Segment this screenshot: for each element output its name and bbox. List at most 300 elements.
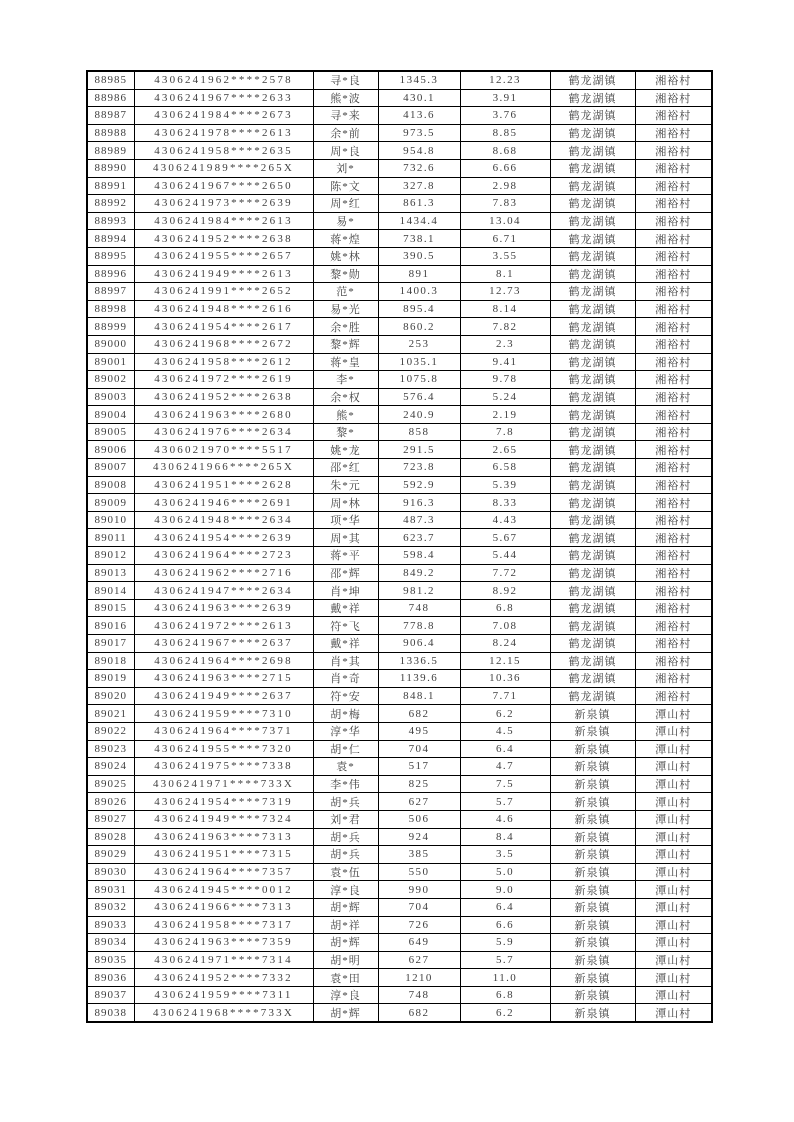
cell-secondary-amount: 6.66: [460, 159, 550, 177]
cell-record-no: 88989: [87, 142, 134, 160]
table-row: [87, 775, 712, 793]
table-row: [87, 547, 712, 565]
cell-secondary-amount: 8.92: [460, 582, 550, 600]
cell-id-number: 4306241975****7338: [134, 758, 313, 776]
cell-record-no: 88995: [87, 247, 134, 265]
cell-village: 湘裕村: [635, 687, 712, 705]
cell-town: 鹤龙湖镇: [550, 652, 635, 670]
table-row: [87, 529, 712, 547]
cell-record-no: 89010: [87, 511, 134, 529]
cell-town: 新泉镇: [550, 775, 635, 793]
cell-secondary-amount: 3.76: [460, 107, 550, 125]
cell-id-number: 4306241947****2634: [134, 582, 313, 600]
cell-record-no: 89018: [87, 652, 134, 670]
cell-name: 朱*元: [313, 476, 378, 494]
cell-town: 鹤龙湖镇: [550, 635, 635, 653]
cell-amount: 649: [378, 934, 460, 952]
cell-town: 鹤龙湖镇: [550, 547, 635, 565]
table-row: [87, 511, 712, 529]
cell-village: 湘裕村: [635, 652, 712, 670]
cell-name: 戴*祥: [313, 599, 378, 617]
table-row: [87, 793, 712, 811]
cell-amount: 704: [378, 740, 460, 758]
cell-town: 鹤龙湖镇: [550, 247, 635, 265]
cell-village: 潭山村: [635, 951, 712, 969]
cell-name: 寻*来: [313, 107, 378, 125]
table-row: [87, 898, 712, 916]
cell-secondary-amount: 5.24: [460, 388, 550, 406]
cell-village: 潭山村: [635, 828, 712, 846]
cell-id-number: 4306241954****2617: [134, 318, 313, 336]
table-row: [87, 969, 712, 987]
cell-name: 余*前: [313, 124, 378, 142]
cell-id-number: 4306241963****2715: [134, 670, 313, 688]
cell-amount: 891: [378, 265, 460, 283]
cell-record-no: 88998: [87, 300, 134, 318]
table-row: [87, 494, 712, 512]
cell-name: 邵*辉: [313, 564, 378, 582]
cell-name: 袁*伍: [313, 863, 378, 881]
cell-village: 湘裕村: [635, 371, 712, 389]
cell-town: 新泉镇: [550, 758, 635, 776]
cell-record-no: 89005: [87, 423, 134, 441]
cell-name: 胡*辉: [313, 1004, 378, 1022]
table-row: [87, 230, 712, 248]
cell-record-no: 89027: [87, 810, 134, 828]
cell-village: 湘裕村: [635, 494, 712, 512]
cell-name: 易*: [313, 212, 378, 230]
cell-id-number: 4306241963****2639: [134, 599, 313, 617]
cell-name: 周*林: [313, 494, 378, 512]
cell-village: 湘裕村: [635, 476, 712, 494]
cell-amount: 506: [378, 810, 460, 828]
cell-village: 潭山村: [635, 740, 712, 758]
cell-amount: 390.5: [378, 247, 460, 265]
cell-secondary-amount: 9.78: [460, 371, 550, 389]
cell-town: 鹤龙湖镇: [550, 511, 635, 529]
cell-amount: 430.1: [378, 89, 460, 107]
cell-amount: 860.2: [378, 318, 460, 336]
cell-name: 蒋*平: [313, 547, 378, 565]
cell-name: 熊*: [313, 406, 378, 424]
cell-village: 潭山村: [635, 810, 712, 828]
cell-secondary-amount: 5.67: [460, 529, 550, 547]
cell-amount: 778.8: [378, 617, 460, 635]
table-row: [87, 722, 712, 740]
cell-name: 刘*: [313, 159, 378, 177]
cell-town: 新泉镇: [550, 969, 635, 987]
cell-id-number: 4306241948****2634: [134, 511, 313, 529]
table-row: [87, 582, 712, 600]
cell-town: 新泉镇: [550, 951, 635, 969]
cell-village: 湘裕村: [635, 441, 712, 459]
cell-name: 淳*华: [313, 722, 378, 740]
cell-village: 潭山村: [635, 846, 712, 864]
cell-id-number: 4306241984****2613: [134, 212, 313, 230]
cell-record-no: 89003: [87, 388, 134, 406]
cell-name: 淳*良: [313, 881, 378, 899]
cell-amount: 849.2: [378, 564, 460, 582]
table-row: [87, 71, 712, 89]
cell-name: 袁*: [313, 758, 378, 776]
cell-secondary-amount: 6.8: [460, 599, 550, 617]
cell-secondary-amount: 12.73: [460, 283, 550, 301]
cell-id-number: 4306241963****7313: [134, 828, 313, 846]
cell-record-no: 88987: [87, 107, 134, 125]
cell-secondary-amount: 4.5: [460, 722, 550, 740]
cell-record-no: 89035: [87, 951, 134, 969]
cell-record-no: 89006: [87, 441, 134, 459]
cell-village: 湘裕村: [635, 195, 712, 213]
cell-id-number: 4306241963****7359: [134, 934, 313, 952]
beneficiary-table: [86, 70, 713, 1023]
cell-record-no: 89013: [87, 564, 134, 582]
cell-secondary-amount: 6.58: [460, 459, 550, 477]
cell-secondary-amount: 3.5: [460, 846, 550, 864]
cell-secondary-amount: 13.04: [460, 212, 550, 230]
cell-secondary-amount: 11.0: [460, 969, 550, 987]
cell-id-number: 4306241984****2673: [134, 107, 313, 125]
cell-town: 鹤龙湖镇: [550, 107, 635, 125]
cell-amount: 240.9: [378, 406, 460, 424]
cell-amount: 858: [378, 423, 460, 441]
cell-amount: 327.8: [378, 177, 460, 195]
cell-village: 湘裕村: [635, 423, 712, 441]
cell-id-number: 4306241972****2619: [134, 371, 313, 389]
cell-amount: 1336.5: [378, 652, 460, 670]
cell-name: 姚*龙: [313, 441, 378, 459]
cell-id-number: 4306241962****2716: [134, 564, 313, 582]
cell-id-number: 4306241968****733X: [134, 1004, 313, 1022]
table-row: [87, 758, 712, 776]
cell-secondary-amount: 2.3: [460, 335, 550, 353]
cell-town: 鹤龙湖镇: [550, 670, 635, 688]
cell-amount: 1210: [378, 969, 460, 987]
cell-amount: 592.9: [378, 476, 460, 494]
cell-record-no: 89033: [87, 916, 134, 934]
table-row: [87, 406, 712, 424]
cell-id-number: 4306241989****265X: [134, 159, 313, 177]
cell-name: 余*权: [313, 388, 378, 406]
cell-name: 周*红: [313, 195, 378, 213]
cell-village: 湘裕村: [635, 459, 712, 477]
cell-town: 鹤龙湖镇: [550, 406, 635, 424]
cell-record-no: 88988: [87, 124, 134, 142]
cell-amount: 517: [378, 758, 460, 776]
cell-name: 熊*波: [313, 89, 378, 107]
cell-id-number: 4306241967****2637: [134, 635, 313, 653]
cell-name: 姚*林: [313, 247, 378, 265]
cell-town: 鹤龙湖镇: [550, 371, 635, 389]
cell-amount: 682: [378, 705, 460, 723]
cell-amount: 385: [378, 846, 460, 864]
cell-record-no: 89009: [87, 494, 134, 512]
cell-id-number: 4306241949****2613: [134, 265, 313, 283]
cell-village: 潭山村: [635, 898, 712, 916]
table-row: [87, 107, 712, 125]
cell-amount: 550: [378, 863, 460, 881]
cell-record-no: 89030: [87, 863, 134, 881]
table-row: [87, 335, 712, 353]
table-row: [87, 318, 712, 336]
cell-town: 新泉镇: [550, 1004, 635, 1022]
cell-record-no: 89017: [87, 635, 134, 653]
cell-secondary-amount: 7.08: [460, 617, 550, 635]
cell-amount: 748: [378, 986, 460, 1004]
cell-town: 鹤龙湖镇: [550, 195, 635, 213]
cell-name: 胡*辉: [313, 934, 378, 952]
cell-id-number: 4306241966****7313: [134, 898, 313, 916]
cell-id-number: 4306241958****7317: [134, 916, 313, 934]
cell-secondary-amount: 4.7: [460, 758, 550, 776]
cell-name: 肖*奇: [313, 670, 378, 688]
cell-amount: 848.1: [378, 687, 460, 705]
cell-amount: 1035.1: [378, 353, 460, 371]
cell-village: 湘裕村: [635, 89, 712, 107]
cell-town: 鹤龙湖镇: [550, 582, 635, 600]
table-row: [87, 916, 712, 934]
cell-town: 鹤龙湖镇: [550, 177, 635, 195]
cell-id-number: 4306241954****2639: [134, 529, 313, 547]
cell-secondary-amount: 7.72: [460, 564, 550, 582]
cell-village: 潭山村: [635, 705, 712, 723]
cell-name: 淳*良: [313, 986, 378, 1004]
cell-town: 新泉镇: [550, 986, 635, 1004]
cell-id-number: 4306241991****2652: [134, 283, 313, 301]
cell-village: 湘裕村: [635, 547, 712, 565]
cell-record-no: 89028: [87, 828, 134, 846]
cell-secondary-amount: 4.43: [460, 511, 550, 529]
cell-record-no: 89019: [87, 670, 134, 688]
cell-amount: 1345.3: [378, 71, 460, 89]
cell-amount: 954.8: [378, 142, 460, 160]
cell-amount: 1400.3: [378, 283, 460, 301]
cell-record-no: 88986: [87, 89, 134, 107]
table-row: [87, 159, 712, 177]
cell-village: 湘裕村: [635, 247, 712, 265]
cell-id-number: 4306241951****2628: [134, 476, 313, 494]
cell-amount: 906.4: [378, 635, 460, 653]
cell-amount: 990: [378, 881, 460, 899]
table-row: [87, 283, 712, 301]
cell-secondary-amount: 9.41: [460, 353, 550, 371]
cell-village: 潭山村: [635, 722, 712, 740]
cell-secondary-amount: 8.24: [460, 635, 550, 653]
cell-id-number: 4306241955****2657: [134, 247, 313, 265]
cell-town: 鹤龙湖镇: [550, 124, 635, 142]
table-row: [87, 635, 712, 653]
cell-id-number: 4306241962****2578: [134, 71, 313, 89]
cell-village: 潭山村: [635, 1004, 712, 1022]
table-row: [87, 670, 712, 688]
cell-name: 李*伟: [313, 775, 378, 793]
table-row: [87, 177, 712, 195]
cell-village: 湘裕村: [635, 265, 712, 283]
cell-town: 鹤龙湖镇: [550, 687, 635, 705]
cell-secondary-amount: 6.6: [460, 916, 550, 934]
cell-town: 新泉镇: [550, 722, 635, 740]
cell-record-no: 89038: [87, 1004, 134, 1022]
cell-name: 周*其: [313, 529, 378, 547]
cell-secondary-amount: 6.2: [460, 1004, 550, 1022]
cell-record-no: 89002: [87, 371, 134, 389]
cell-village: 湘裕村: [635, 529, 712, 547]
table-row: [87, 300, 712, 318]
table-row: [87, 423, 712, 441]
cell-village: 湘裕村: [635, 564, 712, 582]
cell-secondary-amount: 8.1: [460, 265, 550, 283]
table-row: [87, 247, 712, 265]
table-row: [87, 212, 712, 230]
cell-record-no: 88999: [87, 318, 134, 336]
cell-name: 余*胜: [313, 318, 378, 336]
cell-secondary-amount: 5.7: [460, 951, 550, 969]
cell-town: 鹤龙湖镇: [550, 71, 635, 89]
cell-town: 新泉镇: [550, 898, 635, 916]
table-row: [87, 124, 712, 142]
cell-amount: 723.8: [378, 459, 460, 477]
cell-secondary-amount: 9.0: [460, 881, 550, 899]
cell-name: 寻*良: [313, 71, 378, 89]
cell-amount: 704: [378, 898, 460, 916]
cell-secondary-amount: 5.7: [460, 793, 550, 811]
cell-town: 鹤龙湖镇: [550, 300, 635, 318]
cell-record-no: 88994: [87, 230, 134, 248]
cell-record-no: 89023: [87, 740, 134, 758]
cell-amount: 291.5: [378, 441, 460, 459]
cell-village: 湘裕村: [635, 159, 712, 177]
cell-secondary-amount: 6.71: [460, 230, 550, 248]
cell-name: 黎*勋: [313, 265, 378, 283]
table-row: [87, 476, 712, 494]
cell-town: 新泉镇: [550, 863, 635, 881]
cell-town: 鹤龙湖镇: [550, 617, 635, 635]
cell-secondary-amount: 7.8: [460, 423, 550, 441]
cell-name: 蒋*皇: [313, 353, 378, 371]
cell-secondary-amount: 6.2: [460, 705, 550, 723]
cell-town: 新泉镇: [550, 934, 635, 952]
cell-name: 戴*祥: [313, 635, 378, 653]
cell-village: 湘裕村: [635, 124, 712, 142]
cell-amount: 916.3: [378, 494, 460, 512]
table-row: [87, 846, 712, 864]
cell-id-number: 4306241964****7357: [134, 863, 313, 881]
cell-amount: 1139.6: [378, 670, 460, 688]
cell-amount: 861.3: [378, 195, 460, 213]
cell-id-number: 4306241952****2638: [134, 230, 313, 248]
cell-id-number: 4306241958****2612: [134, 353, 313, 371]
cell-village: 湘裕村: [635, 142, 712, 160]
cell-town: 鹤龙湖镇: [550, 212, 635, 230]
cell-id-number: 4306241949****2637: [134, 687, 313, 705]
cell-amount: 748: [378, 599, 460, 617]
cell-name: 胡*明: [313, 951, 378, 969]
table-row: [87, 986, 712, 1004]
cell-record-no: 89031: [87, 881, 134, 899]
cell-secondary-amount: 7.71: [460, 687, 550, 705]
cell-secondary-amount: 5.9: [460, 934, 550, 952]
cell-record-no: 89015: [87, 599, 134, 617]
cell-village: 湘裕村: [635, 335, 712, 353]
table-row: [87, 828, 712, 846]
table-body: [87, 71, 712, 1022]
cell-town: 鹤龙湖镇: [550, 494, 635, 512]
cell-town: 鹤龙湖镇: [550, 142, 635, 160]
table-row: [87, 564, 712, 582]
cell-id-number: 4306241946****2691: [134, 494, 313, 512]
cell-name: 胡*辉: [313, 898, 378, 916]
cell-secondary-amount: 2.65: [460, 441, 550, 459]
cell-secondary-amount: 12.23: [460, 71, 550, 89]
cell-name: 符*飞: [313, 617, 378, 635]
cell-record-no: 89021: [87, 705, 134, 723]
cell-village: 湘裕村: [635, 212, 712, 230]
cell-record-no: 88993: [87, 212, 134, 230]
cell-town: 鹤龙湖镇: [550, 529, 635, 547]
cell-amount: 576.4: [378, 388, 460, 406]
cell-village: 湘裕村: [635, 511, 712, 529]
cell-amount: 413.6: [378, 107, 460, 125]
cell-id-number: 4306241972****2613: [134, 617, 313, 635]
cell-village: 湘裕村: [635, 300, 712, 318]
cell-record-no: 89025: [87, 775, 134, 793]
cell-amount: 825: [378, 775, 460, 793]
cell-id-number: 4306241959****7311: [134, 986, 313, 1004]
table-row: [87, 863, 712, 881]
cell-secondary-amount: 8.4: [460, 828, 550, 846]
cell-id-number: 4306241973****2639: [134, 195, 313, 213]
cell-village: 湘裕村: [635, 353, 712, 371]
cell-id-number: 4306241964****2723: [134, 547, 313, 565]
cell-amount: 487.3: [378, 511, 460, 529]
cell-record-no: 89034: [87, 934, 134, 952]
cell-name: 蒋*煌: [313, 230, 378, 248]
cell-id-number: 4306241968****2672: [134, 335, 313, 353]
cell-town: 鹤龙湖镇: [550, 388, 635, 406]
table-row: [87, 195, 712, 213]
cell-id-number: 4306241952****2638: [134, 388, 313, 406]
cell-amount: 627: [378, 793, 460, 811]
cell-id-number: 4306241959****7310: [134, 705, 313, 723]
cell-amount: 253: [378, 335, 460, 353]
cell-name: 刘*君: [313, 810, 378, 828]
table-row: [87, 934, 712, 952]
cell-village: 湘裕村: [635, 283, 712, 301]
cell-secondary-amount: 6.8: [460, 986, 550, 1004]
cell-village: 湘裕村: [635, 177, 712, 195]
cell-name: 胡*仁: [313, 740, 378, 758]
cell-record-no: 88985: [87, 71, 134, 89]
cell-id-number: 4306241954****7319: [134, 793, 313, 811]
cell-record-no: 89016: [87, 617, 134, 635]
cell-record-no: 89036: [87, 969, 134, 987]
cell-record-no: 89022: [87, 722, 134, 740]
cell-name: 黎*: [313, 423, 378, 441]
cell-secondary-amount: 7.5: [460, 775, 550, 793]
cell-village: 湘裕村: [635, 406, 712, 424]
cell-name: 项*华: [313, 511, 378, 529]
table-row: [87, 687, 712, 705]
cell-record-no: 88997: [87, 283, 134, 301]
cell-name: 周*良: [313, 142, 378, 160]
cell-name: 胡*兵: [313, 846, 378, 864]
cell-name: 黎*辉: [313, 335, 378, 353]
cell-name: 符*安: [313, 687, 378, 705]
cell-id-number: 4306241971****7314: [134, 951, 313, 969]
cell-amount: 732.6: [378, 159, 460, 177]
cell-town: 新泉镇: [550, 705, 635, 723]
cell-town: 鹤龙湖镇: [550, 353, 635, 371]
